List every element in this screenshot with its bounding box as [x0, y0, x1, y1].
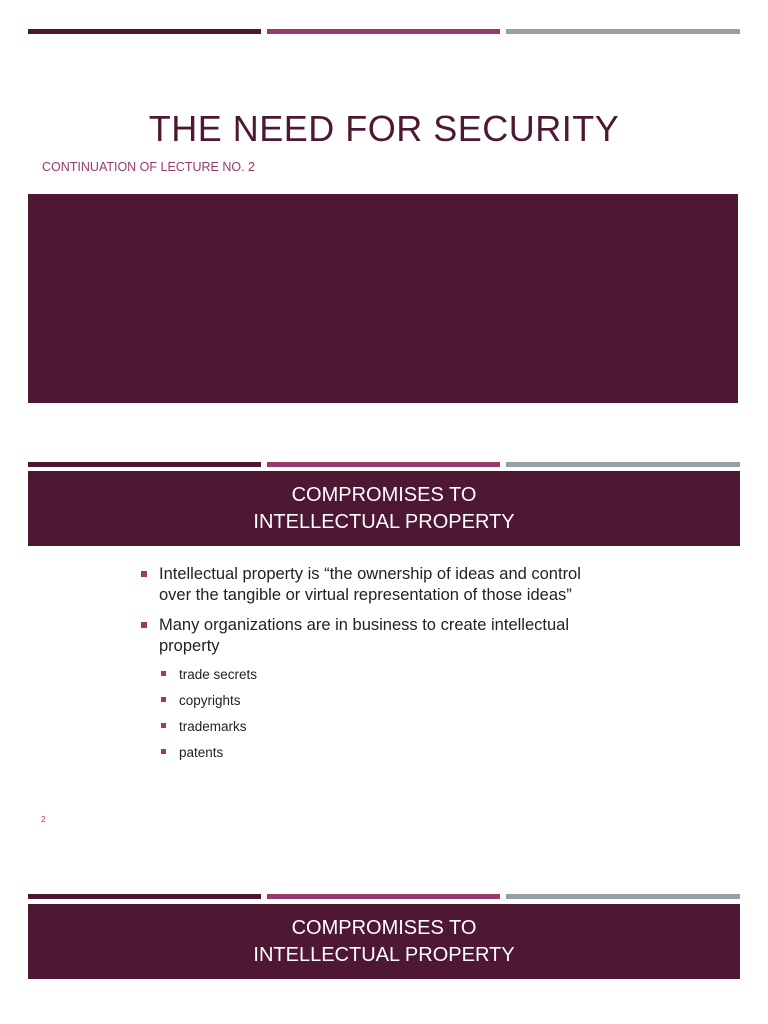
slide-subtitle: CONTINUATION OF LECTURE NO. 2	[42, 160, 255, 174]
bullet-square-icon	[161, 723, 166, 728]
slide-title-line-1: COMPROMISES TO	[291, 483, 477, 506]
sub-bullet-item	[140, 692, 610, 709]
stripe-dark	[28, 894, 261, 899]
stripe-gray	[506, 462, 740, 467]
stripe-dark	[28, 462, 261, 467]
bullet-list	[140, 564, 610, 770]
slide-title-banner	[28, 904, 740, 979]
sub-bullet-text: trademarks	[179, 719, 247, 734]
sub-bullet-text: copyrights	[179, 693, 241, 708]
bullet-square-icon	[141, 622, 147, 628]
bullet-square-icon	[161, 697, 166, 702]
stripe-magenta	[267, 462, 500, 467]
sub-bullet-item	[140, 666, 610, 683]
stripe-gray	[506, 894, 740, 899]
slide-title-line-1: COMPROMISES TO	[291, 916, 477, 939]
header-stripes	[28, 894, 740, 899]
bullet-item	[140, 564, 610, 606]
slide-title-line-2: INTELLECTUAL PROPERTY	[253, 510, 515, 533]
bullet-item	[140, 615, 610, 657]
sub-bullet-item	[140, 744, 610, 761]
hero-color-block	[28, 194, 738, 403]
slide-title: THE NEED FOR SECURITY	[148, 108, 620, 149]
sub-bullet-item	[140, 718, 610, 735]
stripe-gray	[506, 29, 740, 34]
sub-bullet-text: trade secrets	[179, 667, 258, 682]
sub-bullet-text: patents	[179, 745, 224, 760]
bullet-square-icon	[161, 671, 166, 676]
bullet-square-icon	[141, 571, 147, 577]
slide-title-line-2: INTELLECTUAL PROPERTY	[253, 943, 515, 966]
bullet-text: Intellectual property is “the ownership of ideas and control over the tangible or virtual representation of those ideas”	[159, 565, 581, 604]
stripe-dark	[28, 29, 261, 34]
page-number: 2	[41, 815, 46, 824]
slide-title-banner	[28, 471, 740, 546]
stripe-magenta	[267, 894, 500, 899]
bullet-text: Many organizations are in business to create intellectual property	[159, 616, 569, 655]
bullet-square-icon	[161, 749, 166, 754]
header-stripes	[28, 462, 740, 467]
stripe-magenta	[267, 29, 500, 34]
header-stripes	[28, 29, 740, 34]
